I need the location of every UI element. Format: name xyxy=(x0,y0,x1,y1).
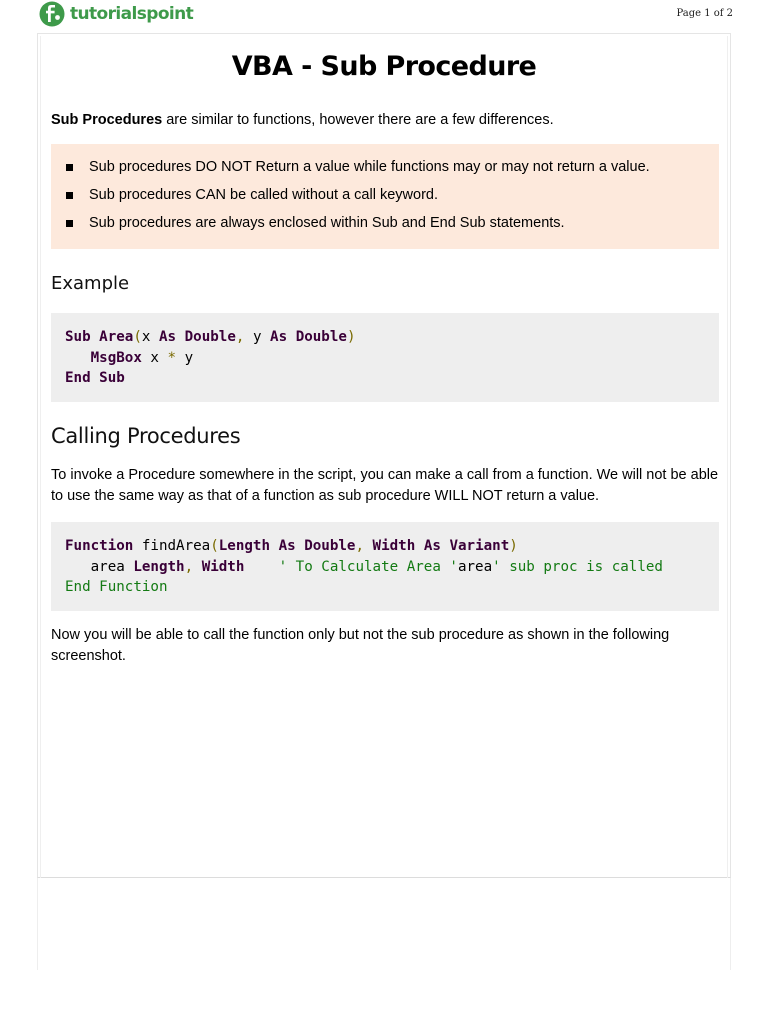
logo-text: tutorialspoint xyxy=(70,4,194,24)
code-text: area xyxy=(65,558,134,575)
site-logo[interactable] xyxy=(39,1,193,27)
tutorialspoint-logo-icon xyxy=(39,1,67,27)
code-operator: ) xyxy=(346,329,356,345)
code-keyword: Area xyxy=(99,329,134,345)
page-title: VBA - Sub Procedure xyxy=(231,51,537,82)
code-keyword: Sub xyxy=(65,329,91,345)
code-comment: ' To Calculate Area ' xyxy=(278,558,458,575)
intro-bold-term: Sub Procedures xyxy=(51,112,163,128)
code-operator: , xyxy=(355,538,364,554)
code-text xyxy=(364,538,373,554)
code-line xyxy=(65,327,719,348)
code-keyword: End xyxy=(65,370,91,386)
square-bullet-icon xyxy=(66,164,73,171)
code-keyword: As xyxy=(423,538,441,554)
code-operator: ( xyxy=(133,329,142,345)
code-keyword: MsgBox xyxy=(90,349,142,366)
code-keyword: Sub xyxy=(99,370,125,386)
intro-paragraph xyxy=(51,110,721,130)
code-block-example[interactable] xyxy=(51,313,719,402)
code-text: y xyxy=(176,349,194,366)
code-keyword: As xyxy=(270,329,288,345)
code-line xyxy=(65,368,719,389)
code-operator: , xyxy=(184,558,194,575)
code-line xyxy=(65,536,719,557)
list-item-text: Sub procedures DO NOT Return a value while functions may or may not return a value. xyxy=(89,159,650,175)
square-bullet-icon xyxy=(66,220,73,227)
code-text: area xyxy=(457,558,493,575)
code-keyword: As xyxy=(158,329,177,345)
code-line xyxy=(65,557,719,578)
frame-edge-left xyxy=(40,36,41,878)
code-keyword: Width xyxy=(201,558,245,575)
code-keyword: Width xyxy=(372,538,416,554)
code-keyword: Function xyxy=(65,538,134,554)
code-text xyxy=(415,538,424,554)
code-text xyxy=(270,538,279,554)
code-keyword: Length xyxy=(133,558,185,575)
list-item-text: Sub procedures CAN be called without a call keyword. xyxy=(89,187,438,203)
code-keyword: Length xyxy=(218,538,271,554)
differences-note-box xyxy=(51,144,719,249)
code-text xyxy=(244,559,278,575)
intro-text: are similar to functions, however there are a few differences. xyxy=(162,112,554,128)
code-text xyxy=(91,370,100,386)
code-text: y xyxy=(244,329,271,345)
code-keyword: Double xyxy=(184,329,236,345)
calling-procedures-heading: Calling Procedures xyxy=(51,424,241,448)
code-block-calling[interactable] xyxy=(51,522,719,611)
code-operator: * xyxy=(167,349,177,366)
code-text xyxy=(176,329,185,345)
square-bullet-icon xyxy=(66,192,73,199)
code-line xyxy=(65,348,719,369)
code-keyword: Double xyxy=(304,538,356,554)
code-comment: End Function xyxy=(65,579,168,595)
code-text: findArea xyxy=(133,538,211,554)
calling-paragraph: To invoke a Procedure somewhere in the script, you can make a call from a function. We will not be able to use the same way as that of a function as sub procedure WILL NOT return a value. xyxy=(51,467,719,504)
code-text xyxy=(91,329,100,345)
code-line xyxy=(65,577,719,598)
code-operator: ( xyxy=(210,538,219,554)
code-keyword: Double xyxy=(295,329,347,345)
list-item xyxy=(51,157,719,185)
list-item xyxy=(51,213,719,241)
example-heading: Example xyxy=(51,273,130,294)
code-text xyxy=(65,350,91,366)
code-text xyxy=(193,559,202,575)
code-text: x xyxy=(141,329,159,345)
code-keyword: As xyxy=(278,538,296,554)
closing-paragraph: Now you will be able to call the function only but not the sub procedure as shown in the following screenshot. xyxy=(51,627,670,664)
code-text xyxy=(287,329,296,345)
code-operator: ) xyxy=(509,538,518,554)
lower-frame xyxy=(37,878,731,970)
code-keyword: Variant xyxy=(449,538,510,554)
code-comment: ' sub proc is called xyxy=(492,558,663,575)
code-operator: , xyxy=(235,329,245,345)
code-text xyxy=(296,538,305,554)
page-number: Page 1 of 2 xyxy=(676,8,733,19)
list-item-text: Sub procedures are always enclosed within Sub and End Sub statements. xyxy=(89,215,565,231)
code-text: x xyxy=(141,349,168,366)
differences-list xyxy=(51,144,719,241)
list-item xyxy=(51,185,719,213)
frame-edge-right xyxy=(727,36,728,878)
